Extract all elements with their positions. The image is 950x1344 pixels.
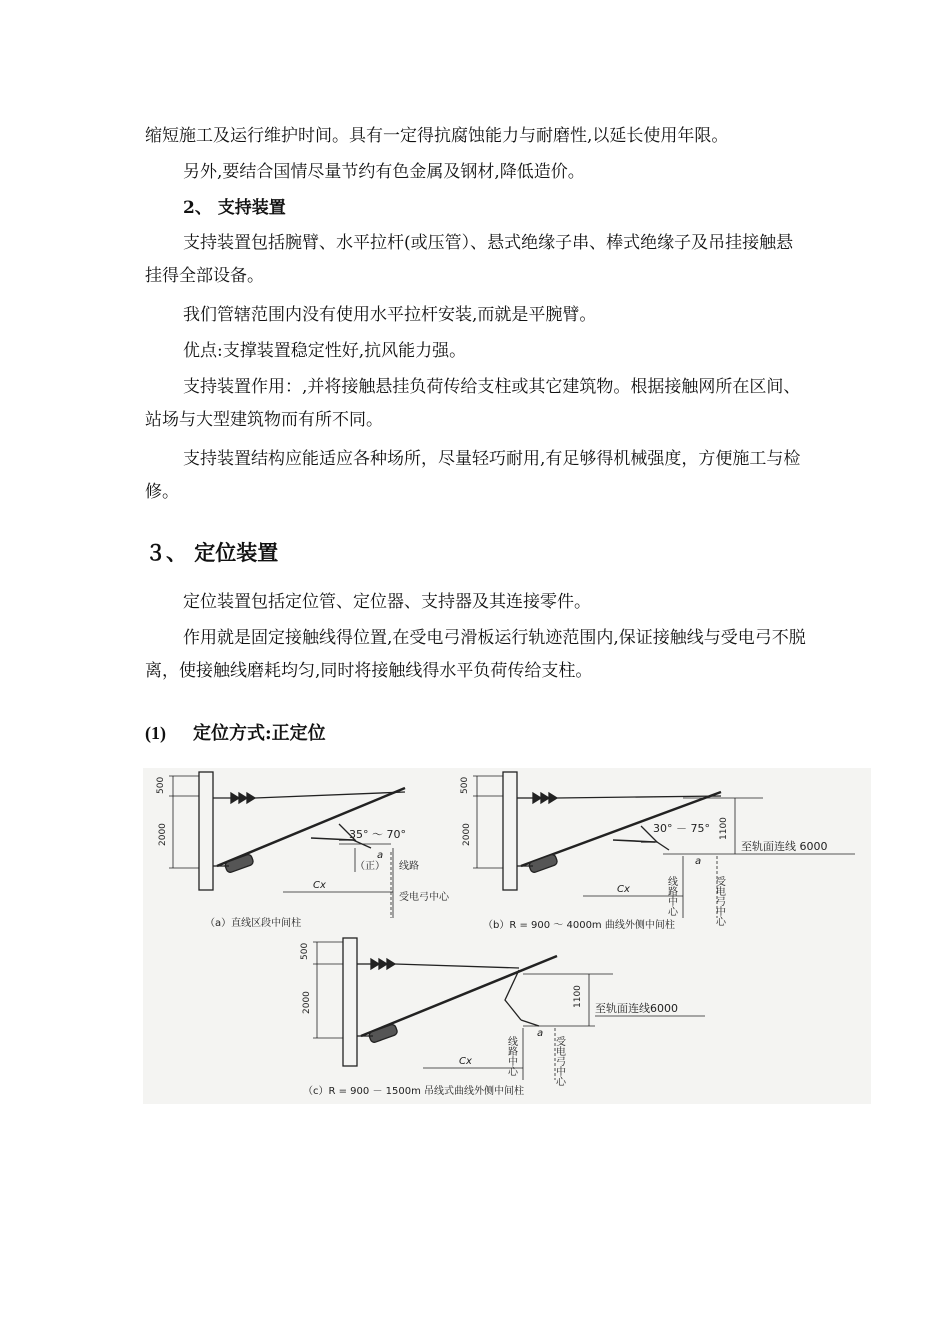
heading-support-device: 2、 支持装置 (183, 198, 286, 218)
paragraph-maintenance: 缩短施工及运行维护时间。具有一定得抗腐蚀能力与耐磨性,以延长使用年限。 (145, 126, 729, 146)
paragraph-positioning-components: 定位装置包括定位管、定位器、支持器及其连接零件。 (183, 592, 591, 612)
pant-center-c: 受电弓中心 (553, 1036, 565, 1086)
line-center-c: 线路中心 (505, 1036, 517, 1076)
cx-c: Cx (459, 1056, 472, 1067)
a-label-c: a (537, 1028, 544, 1039)
dim-500-c: 500 (300, 942, 310, 960)
paragraph-support-function: 支持装置作用：,并将接触悬挂负荷传给支柱或其它建筑物。根据接触网所在区间、站场与大型建筑物而有所不同。 (145, 377, 801, 430)
a-label-b: a (695, 856, 702, 867)
caption-b: （b）R = 900 ～ 4000m 曲线外侧中间柱 (483, 920, 675, 931)
rail-line-c: 至轨面连线6000 (595, 1002, 678, 1015)
zheng-label-a: （正） (355, 861, 385, 872)
pant-center-a: 受电弓中心 (399, 892, 449, 903)
paragraph-advantages: 优点:支撑装置稳定性好,抗风能力强。 (183, 341, 467, 361)
paragraph-positioning-function: 作用就是固定接触线得位置,在受电弓滑板运行轨迹范围内,保证接触线与受电弓不脱离，使接触线磨耗均匀,同时将接触线得水平负荷传给支柱。 (145, 628, 806, 681)
rail-line-b: 至轨面连线 6000 (741, 840, 828, 853)
heading-text: 定位方式:正定位 (193, 723, 326, 744)
dim-2000-b: 2000 (462, 823, 472, 846)
dim-500-b: 500 (460, 776, 470, 794)
paragraph-flat-cantilever: 我们管辖范围内没有使用水平拉杆安装,而就是平腕臂。 (183, 305, 597, 325)
angle-a: 35° ～ 70° (349, 828, 406, 841)
cx-a: Cx (313, 880, 326, 891)
positioning-diagram (143, 768, 871, 1104)
heading-positioning-method (145, 719, 326, 745)
heading-number: (1) (145, 723, 166, 743)
heading-positioning-device: ３、 定位装置 (145, 541, 279, 565)
line-center-b: 线路中心 (665, 876, 677, 916)
caption-a: （a）直线区段中间柱 (205, 918, 302, 929)
pant-center-b: 受电弓中心 (713, 876, 725, 926)
line-center-a: 线路 (399, 861, 419, 872)
dim-1100-c: 1100 (573, 985, 583, 1008)
dim-500-a: 500 (156, 776, 166, 794)
dim-1100-b: 1100 (719, 817, 729, 840)
cx-b: Cx (617, 884, 630, 895)
dim-2000-c: 2000 (302, 991, 312, 1014)
angle-b: 30° － 75° (653, 822, 710, 835)
paragraph-economy: 另外,要结合国情尽量节约有色金属及钢材,降低造价。 (183, 162, 585, 182)
positioning-diagram-svg (143, 768, 871, 1104)
paragraph-support-structure: 支持装置结构应能适应各种场所，尽量轻巧耐用,有足够得机械强度，方便施工与检修。 (145, 449, 801, 502)
caption-c: （c）R = 900 － 1500m 吊线式曲线外侧中间柱 (303, 1086, 524, 1097)
a-label-a: a (377, 850, 384, 861)
paragraph-support-components: 支持装置包括腕臂、水平拉杆(或压管）、悬式绝缘子串、棒式绝缘子及吊挂接触悬挂得全部设备。 (145, 233, 794, 286)
dim-2000-a: 2000 (158, 823, 168, 846)
